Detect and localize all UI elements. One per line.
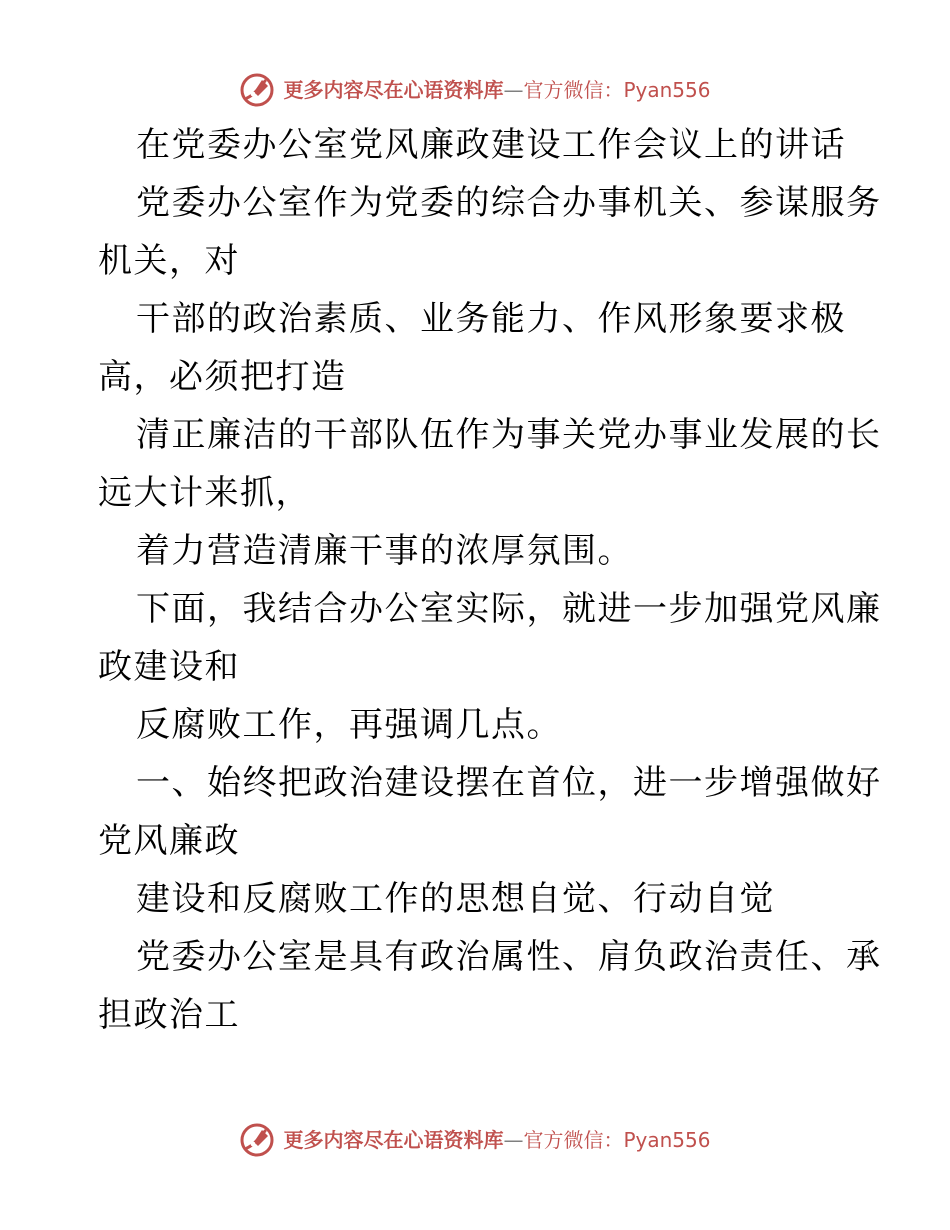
section-heading-line: 党风廉政 bbox=[98, 821, 240, 861]
paragraph-line: 远大计来抓， bbox=[98, 473, 311, 513]
paragraph-line: 反腐败工作，再强调几点。 bbox=[136, 705, 562, 745]
banner-separator: — bbox=[503, 1128, 524, 1152]
paragraph-line: 政建设和 bbox=[98, 647, 240, 687]
banner-separator: — bbox=[503, 78, 524, 102]
paragraph-line: 高，必须把打造 bbox=[98, 357, 347, 397]
paragraph-line: 下面，我结合办公室实际，就进一步加强党风廉 bbox=[136, 589, 882, 629]
section-heading-line: 建设和反腐败工作的思想自觉、行动自觉 bbox=[136, 879, 775, 919]
paragraph-line: 机关，对 bbox=[98, 241, 240, 281]
banner-wechat-text: 官方微信：Pyan556 bbox=[523, 78, 711, 102]
banner-main-text: 更多内容尽在心语资料库 bbox=[283, 78, 504, 102]
header-banner bbox=[0, 70, 950, 110]
banner-main-text: 更多内容尽在心语资料库 bbox=[283, 1128, 504, 1152]
paragraph-line: 担政治工 bbox=[98, 995, 240, 1035]
paragraph-line: 干部的政治素质、业务能力、作风形象要求极 bbox=[136, 299, 846, 339]
doc-title: 在党委办公室党风廉政建设工作会议上的讲话 bbox=[136, 125, 846, 165]
banner-text bbox=[283, 1130, 710, 1150]
paragraph-line: 着力营造清廉干事的浓厚氛围。 bbox=[136, 531, 633, 571]
paragraph-line: 清正廉洁的干部队伍作为事关党办事业发展的长 bbox=[136, 415, 882, 455]
banner-wechat-text: 官方微信：Pyan556 bbox=[523, 1128, 711, 1152]
paragraph-line: 党委办公室作为党委的综合办事机关、参谋服务 bbox=[136, 183, 882, 223]
document-body bbox=[98, 116, 882, 1044]
banner-text bbox=[283, 80, 710, 100]
footer-banner bbox=[0, 1120, 950, 1160]
paragraph-line: 党委办公室是具有政治属性、肩负政治责任、承 bbox=[136, 937, 882, 977]
section-heading-line: 一、始终把政治建设摆在首位，进一步增强做好 bbox=[136, 763, 882, 803]
pen-logo-icon bbox=[239, 1122, 275, 1158]
pen-logo-icon bbox=[239, 72, 275, 108]
